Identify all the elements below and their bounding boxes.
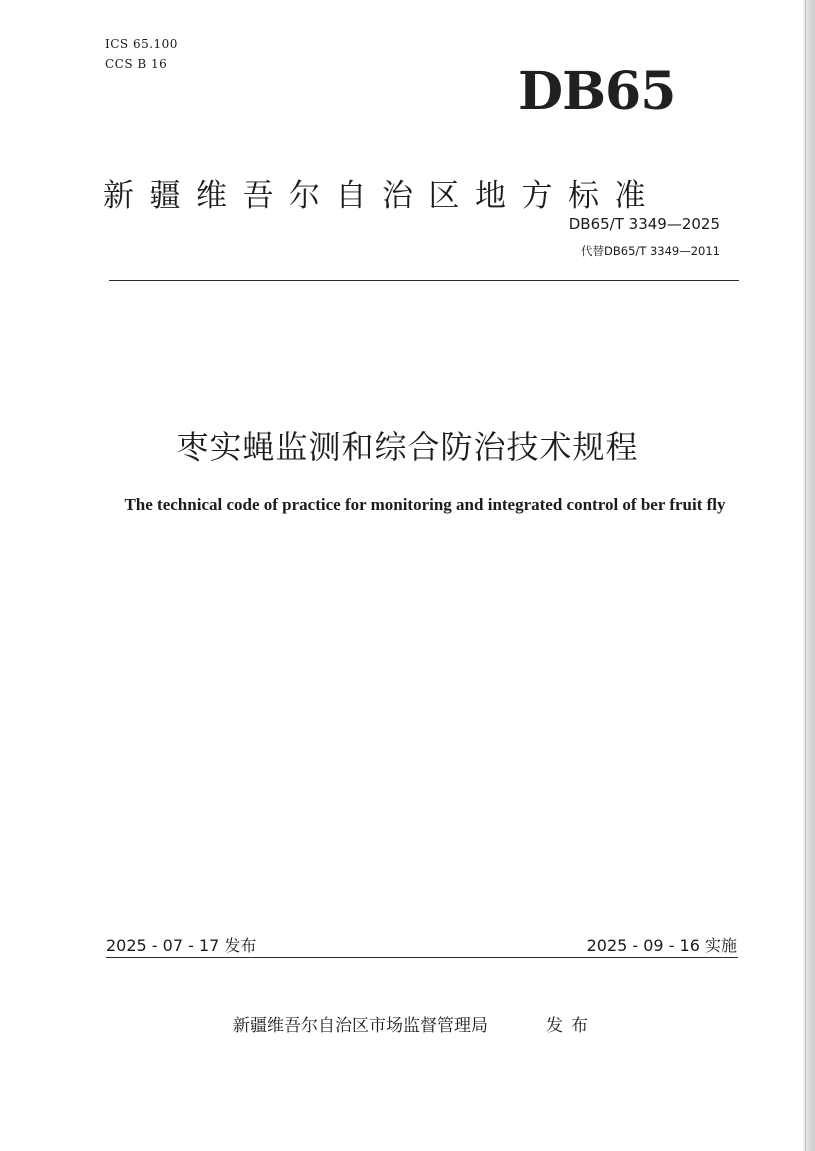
standard-number: DB65/T 3349—2025 [568, 215, 720, 233]
document-title-english: The technical code of practice for monitoring and integrated control of ber fruit fly [124, 495, 726, 514]
replaces-standard: 代替DB65/T 3349—2011 [581, 244, 720, 258]
db65-logo: DB65 [518, 61, 676, 122]
issue-date: 2025 - 07 - 17 发布 [106, 936, 257, 955]
ics-code: ICS 65.100 [105, 37, 178, 51]
bottom-divider [106, 957, 738, 958]
scan-edge-line [805, 0, 806, 1151]
effective-date: 2025 - 09 - 16 实施 [586, 936, 737, 955]
ccs-code: CCS B 16 [105, 57, 168, 71]
document-title-chinese: 枣实蝇监测和综合防治技术规程 [176, 428, 639, 466]
top-divider [109, 280, 739, 281]
issuing-authority: 新疆维吾尔自治区市场监督管理局 [233, 1016, 488, 1036]
issue-action: 发布 [546, 1016, 596, 1036]
standard-title: 新疆维吾尔自治区地方标准 [103, 178, 661, 214]
